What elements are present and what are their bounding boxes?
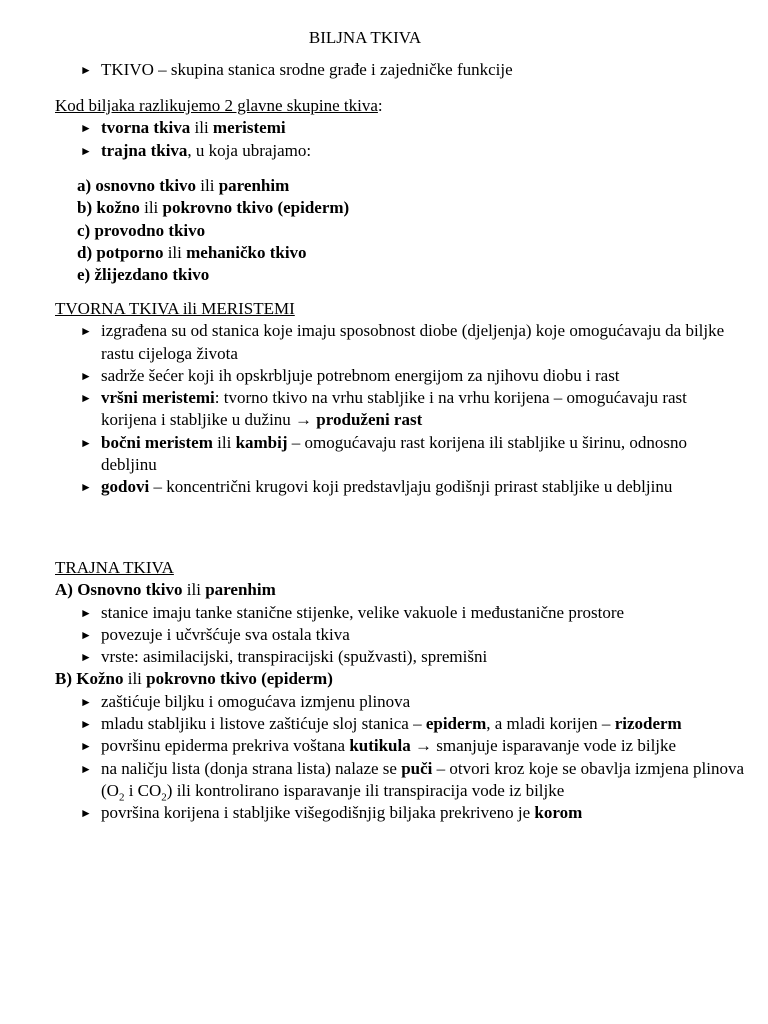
list-item: ► trajna tkiva, u koja ubrajamo: (55, 140, 745, 162)
list-item: d) potporno ili mehaničko tkivo (77, 242, 307, 262)
bullet-arrow-icon: ► (80, 121, 92, 136)
bullet-arrow-icon: ► (80, 435, 92, 450)
list-item: ► bočni meristem ili kambij – omogućavaju rast korijena ili stabljike u širinu, odnosno debljinu (80, 432, 687, 475)
bullet-arrow-icon: ► (80, 717, 92, 732)
intro-section (55, 59, 745, 81)
bullet-arrow-icon: ► (80, 627, 92, 642)
list-item: c) provodno tkivo (77, 220, 206, 240)
list-item: b) kožno ili pokrovno tkivo (epiderm) (77, 198, 350, 218)
list-item: ► površina korijena i stabljike višegodišnjig biljaka prekriveno je korom (55, 802, 745, 824)
trajna-section (55, 557, 745, 825)
bullet-arrow-icon: ► (80, 368, 92, 383)
list-item: ► povezuje i učvršćuje sva ostala tkiva (55, 624, 745, 646)
bullet-arrow-icon: ► (80, 650, 92, 665)
bullet-arrow-icon: ► (80, 63, 92, 77)
list-item: ► tvorna tkiva ili meristemi (55, 117, 745, 139)
list-item: e) žlijezdano tkivo (77, 265, 210, 285)
bullet-arrow-icon: ► (80, 480, 92, 495)
list-item: ► površinu epiderma prekriva voštana kutikula → smanjuje isparavanje vode iz biljke (55, 735, 745, 757)
list-item: ► stanice imaju tanke stanične stijenke, velike vakuole i međustanične prostore (55, 602, 745, 624)
groups-heading: Kod biljaka razlikujemo 2 glavne skupine tkiva: (55, 96, 383, 115)
bullet-arrow-icon: ► (80, 605, 92, 620)
bullet-arrow-icon: ► (80, 143, 92, 158)
groups-section (55, 95, 745, 162)
subsection-heading-a: A) Osnovno tkivo ili parenhim (55, 580, 276, 600)
list-item: ► vrste: asimilacijski, transpiracijski (spužvasti), spremišni (55, 646, 745, 668)
list-item: ► izgrađena su od stanica koje imaju sposobnost diobe (djeljenja) koje omogućavaju da biljke rastu cijeloga života (80, 321, 725, 363)
section-heading: TRAJNA TKIVA (55, 558, 174, 577)
list-item: ► zaštićuje biljku i omogućava izmjenu plinova (55, 691, 745, 713)
section-heading: TVORNA TKIVA ili MERISTEMI (55, 299, 295, 318)
list-item: ► na naličju lista (donja strana lista) nalaze se puči – otvori kroz koje se obavlja izmjena plinova ($O_2$ i $CO_2$) ili kontrolirano isparavanje ili transpiracija vode iz biljke (80, 758, 744, 804)
bullet-arrow-icon: ► (80, 324, 92, 339)
list-item: ► godovi – koncentrični krugovi koji predstavljaju godišnji prirast stabljike u debljinu (55, 476, 745, 498)
bullet-arrow-icon: ► (80, 694, 92, 709)
list-item: ► sadrže šećer koji ih opskrbljuje potrebnom energijom za njihovu diobu i rast (55, 365, 745, 387)
meristemi-section (55, 298, 745, 499)
tissue-types-list (55, 175, 745, 286)
intro-term: TKIVO (101, 60, 154, 79)
list-item: ► vršni meristemi: tvorno tkivo na vrhu stabljike i na vrhu korijena – omogućavaju rast korijena i stabljike u dužinu → produženi rast (80, 388, 687, 430)
list-item: ► mladu stabljiku i listove zaštićuje sloj stanica – epiderm, a mladi korijen – rizoderm (55, 713, 745, 735)
page-title: BILJNA TKIVA (308, 28, 422, 47)
list-item: a) osnovno tkivo ili parenhim (77, 176, 290, 195)
intro-definition: – skupina stanica srodne građe i zajedničke funkcije (153, 60, 513, 79)
bullet-arrow-icon: ► (80, 806, 92, 821)
list-item (55, 59, 745, 81)
bullet-arrow-icon: ► (80, 739, 92, 754)
subsection-heading-b: B) Kožno ili pokrovno tkivo (epiderm) (55, 669, 333, 689)
bullet-arrow-icon: ► (80, 761, 92, 776)
bullet-arrow-icon: ► (80, 391, 92, 406)
